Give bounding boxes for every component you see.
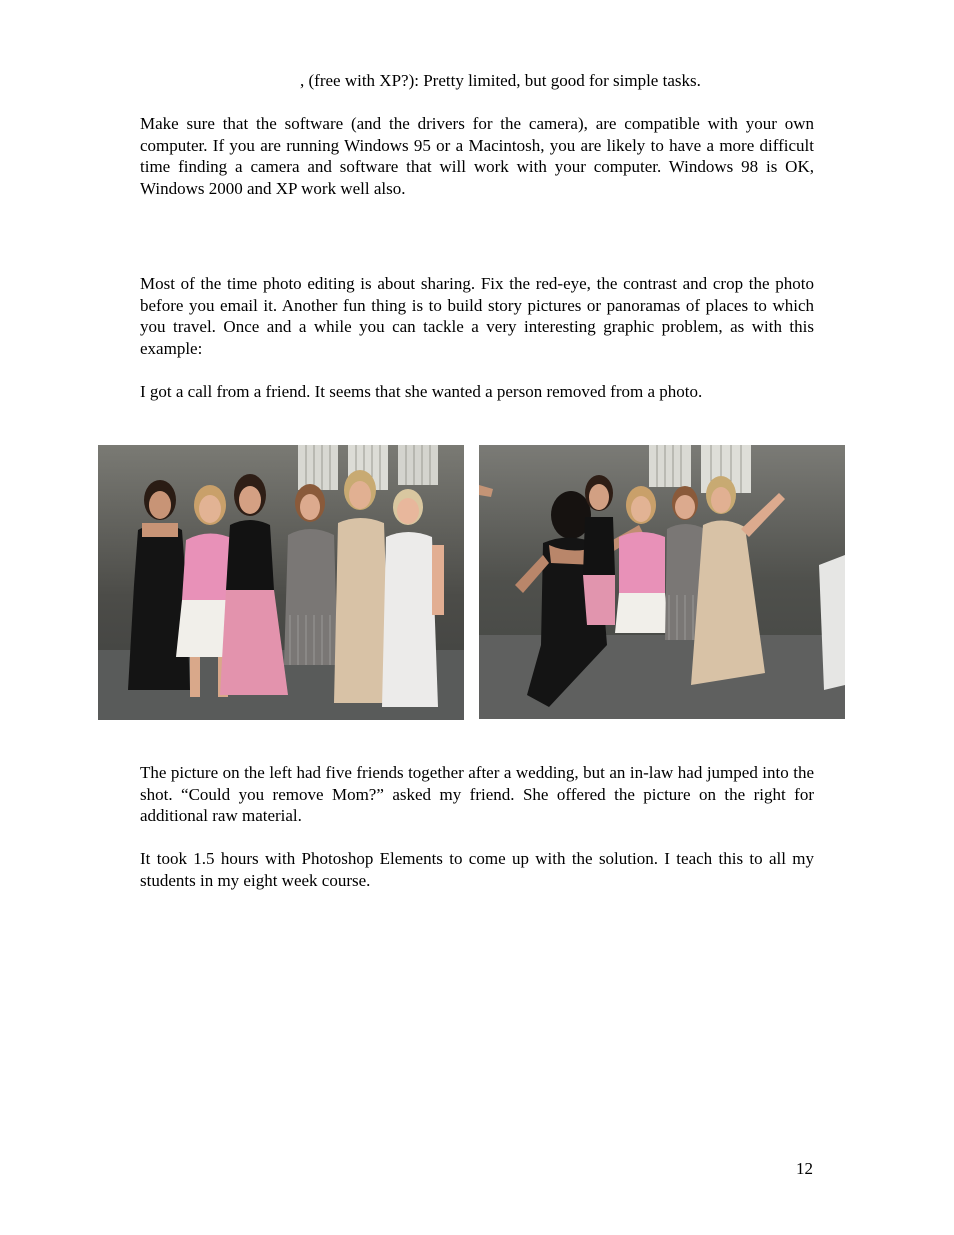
- page-number: 12: [796, 1159, 813, 1178]
- photo-raw-material-image: [479, 445, 845, 719]
- remove-mom-paragraph: The picture on the left had five friends together after a wedding, but an in-law had jumped into the shot. “Could you remove Mom?” asked my friend. She offered the picture on the right for additional raw material.: [140, 763, 814, 825]
- solution-paragraph: It took 1.5 hours with Photoshop Elements to come up with the solution. I teach this to all my students in my eight week course.: [140, 849, 814, 890]
- software-option-line: , (free with XP?): Pretty limited, but good for simple tasks.: [300, 71, 701, 90]
- photo-raw-material: [479, 445, 845, 719]
- compatibility-paragraph: Make sure that the software (and the drivers for the camera), are compatible with your own computer. If you are running Windows 95 or a Macintosh, you are likely to have a more difficult time finding a camera and software that will work with your computer. Windows 98 is OK, Windows 2000 and XP work well also.: [140, 114, 814, 198]
- photo-editing-paragraph: Most of the time photo editing is about sharing. Fix the red-eye, the contrast and crop the photo before you email it. Another fun thing is to build story pictures or panoramas of places to which you travel. Once and a while you can tackle a very interesting graphic problem, as with this example:: [140, 274, 814, 358]
- photo-before-image: [98, 445, 464, 720]
- photo-before: [98, 445, 464, 720]
- friend-call-paragraph: I got a call from a friend. It seems that she wanted a person removed from a photo.: [140, 382, 703, 401]
